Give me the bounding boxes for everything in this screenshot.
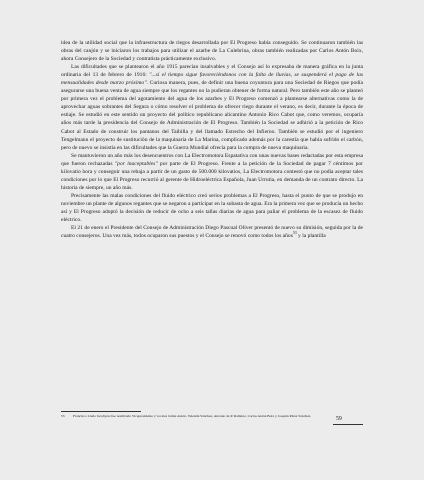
paragraph-2 [61,63,363,152]
text-run: Las dificultades que se plantearon el año 1915 parecían insalvables y el Consejo así lo expresaba de manera gráfica en la junta ordinaria del 13 de febrero de 1916: [61,64,363,79]
footnote-number: 53 [61,414,65,418]
paragraph-5 [61,224,363,240]
text-run: idea de la utilidad social que la infraestructura de riegos desarrollada por El Progreso había conseguido. Se continuaron también las obras del canjón y se iniciaron los trabajos para utilizar el azarbe de La Culebrina, obras también realizadas por Carlos Antón Boix, ahora Consejero de la Sociedad y contratista prácticamente exclusivo. [61,40,363,63]
paragraph-3 [61,152,363,192]
body-text [61,39,363,240]
footnote-text: Francisco Lledo Iacabyres fue nombrado Vicepresidente y vocales Jaime Antón, Valentín Sánchez, Antonio de P. Ramírez, Carlos Antón Boix y Joaquín Pérez Sánchez. [73,414,312,418]
footnote [61,414,351,420]
text-run: Se mantuvieron un año más los desencuentros con La Electromotora Espatativa con unas nuevas bases redactadas por esta empresa que fueron rechazadas [61,152,363,167]
italic-quote: "...si el tiempo sigue favoreciéndonos con la falta de lluvias, se suspenderá el pago de las mensualidades desde marzo próximo" [61,72,364,87]
page-number: 59 [336,416,342,422]
text-run: El 21 de enero el Presidente del Consejo de Administración Diego Pascual Oliver presentó de nuevo su dimisión, seguida por la de cuatro consejeros. Una vez más, todos ocuparon sus puestos y el Consejo se renovó como todos los años [61,225,363,240]
footnote-divider [61,411,141,412]
text-run: . Curiosa manera, pues, de definir una buena coyuntura para una Sociedad de Riegos que podía asegurarse una buena venta de agua siempre que los regantes no la pudieran obtener de forma natural. Pero también este año se planteó por primera vez el problema del agotamiento del agua de los azarbes y El Progreso comenzó a plantearse alternativas como la de aprovechar aguas sobrantes del Segura o cómo resolver el problema de ofrecer riego durante el verano, es decir, durante la época de estiaje. Se estudió en este sentido un proyecto del político republicano alicantino Antonio Rico Cabot que, como veremos, ocuparía años más tarde la presidencia del Consejo de Administración de El Progreso. También la Sociedad se adhirió a la petición de Rico Cabot al Estado de construir los pantanos del Taibilla y del llamado Estrecho del Infierno. También se estudió por el ingeniero Tengelmann el proyecto de sustitución de la maquinaria de La Marina, complicado además por la carestía que había sufrido el carbón, pero de nuevo se insistía en las dificultades que la Guerra Mundial ofrecía para la compra de nueva maquinaria. [61,80,363,151]
paragraph-1 [61,39,363,63]
paragraph-4 [61,192,363,224]
footnote-reference: 53 [292,231,297,236]
text-run: por parte de El Progreso. Frente a la petición de la Sociedad de pagar 7 céntimos por kilovatio hora y conseguir una rebaja a partir de un gasto de 500.000 kilovatios, La Electromotora contestó que no podía aceptar tales condiciones por lo que El Progreso recurrió al gerente de Hidroeléctrica Española, Juan Urrutia, en demanda de un contrato directo. La historia de siempre, un año más. [61,160,363,191]
text-run: Precisamente las malas condiciones del fluido eléctrico creó serios problemas a El Progreso, hasta el punto de que se produjo en noviembre un plante de algunos regantes que se negaron a participar en la subasta de agua. Era la primera vez que se producía un hecho así y El Progreso adoptó la decisión de reducir de ocho a seis tallas diarias de agua para paliar el problema de la escasez de fluido eléctrico. [61,192,363,224]
text-run: y la plantilla [296,233,326,240]
italic-quote: "por inaceptables" [114,160,158,167]
page-number-underline [333,424,363,425]
